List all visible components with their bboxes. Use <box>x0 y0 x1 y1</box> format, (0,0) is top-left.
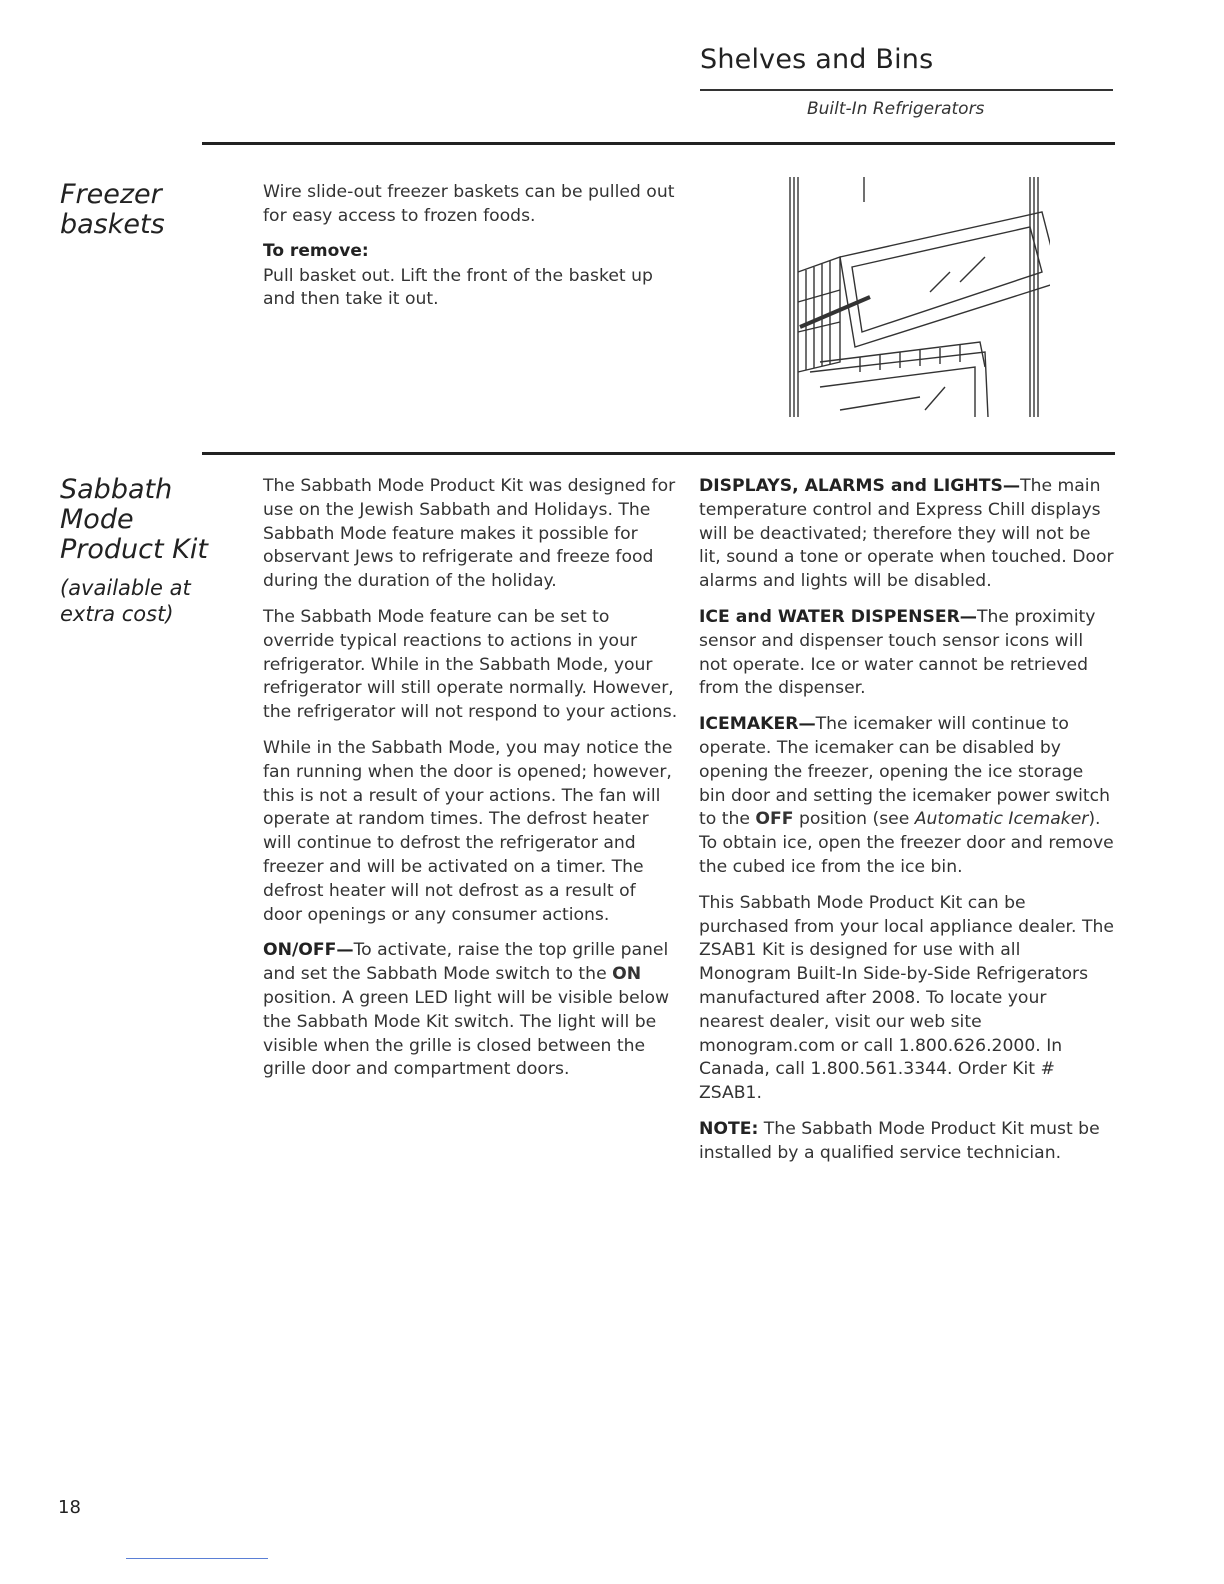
section-divider-middle <box>202 452 1115 455</box>
onoff-on-word: ON <box>612 964 642 985</box>
sabbath-title-line1: Sabbath <box>60 474 173 505</box>
icemaker-off-word: OFF <box>755 809 794 830</box>
freezer-text <box>263 181 675 324</box>
onoff-text-b: position. A green LED light will be visible below the Sabbath Mode Kit switch. The light will be visible when the grille is closed between the grille door and compartment doors. <box>263 987 670 1080</box>
footer-line <box>126 1558 268 1559</box>
sabbath-title-line3: Product Kit <box>60 534 208 565</box>
icemaker-text-b: position (see <box>793 809 915 830</box>
section-divider-top <box>202 142 1115 145</box>
note-lead: NOTE: <box>699 1118 759 1139</box>
freezer-remove-text: Pull basket out. Lift the front of the basket up and then take it out. <box>263 265 653 310</box>
freezer-title-line1: Freezer <box>60 179 162 210</box>
onoff-text-a: To activate, raise the top grille panel and set the Sabbath Mode switch to the <box>263 940 669 985</box>
note-text: The Sabbath Mode Product Kit must be installed by a qualified service technician. <box>699 1118 1100 1163</box>
to-remove-label: To remove: <box>263 240 369 261</box>
dispenser-lead: ICE and WATER DISPENSER— <box>699 606 977 627</box>
onoff-lead: ON/OFF— <box>263 940 354 961</box>
page-section-title: Shelves and Bins <box>700 44 934 75</box>
icemaker-reference: Automatic Icemaker <box>914 809 1089 830</box>
sabbath-paragraph-2: The Sabbath Mode feature can be set to override typical reactions to actions in your refrigerator. While in the Sabbath Mode, your refrigerator will still operate normally. However, the refrigerator will not respond to your actions. <box>263 606 678 723</box>
page-number: 18 <box>58 1497 81 1518</box>
purchase-paragraph: This Sabbath Mode Product Kit can be purchased from your local appliance dealer. The ZSAB1 Kit is designed for use with all Monogram Built-In Side-by-Side Refrigerators manufactured after 2008. To locate your nearest dealer, visit our web site monogram.com or call 1.800.626.2000. In Canada, call 1.800.561.3344. Order Kit # ZSAB1. <box>699 892 1114 1104</box>
icemaker-lead: ICEMAKER— <box>699 714 816 735</box>
page-section-subtitle: Built-In Refrigerators <box>807 99 985 119</box>
sabbath-paragraph-1: The Sabbath Mode Product Kit was designed for use on the Jewish Sabbath and Holidays. The Sabbath Mode feature makes it possible for observant Jews to refrigerate and freeze food during the duration of the holiday. <box>263 476 676 592</box>
sabbath-section-heading <box>60 475 208 627</box>
header-rule <box>700 89 1113 91</box>
onoff-paragraph <box>263 939 679 1082</box>
freezer-section-heading <box>60 180 165 240</box>
displays-paragraph <box>699 475 1115 594</box>
icemaker-text-a: The icemaker will continue to operate. The icemaker can be disabled by opening the freezer, opening the ice storage bin door and setting the icemaker power switch to the <box>699 714 1111 830</box>
freezer-basket-illustration <box>780 172 1050 422</box>
displays-lead: DISPLAYS, ALARMS and LIGHTS— <box>699 476 1021 496</box>
icemaker-paragraph <box>699 713 1115 880</box>
sabbath-subtitle-line1: (available at <box>60 576 191 600</box>
note-paragraph <box>699 1118 1115 1166</box>
sabbath-column-right <box>699 475 1115 1178</box>
freezer-intro: Wire slide-out freezer baskets can be pulled out for easy access to frozen foods. <box>263 182 675 226</box>
icemaker-text-c: ). To obtain ice, open the freezer door and remove the cubed ice from the ice bin. <box>699 809 1114 877</box>
sabbath-title-line2: Mode <box>60 504 134 535</box>
sabbath-subtitle-line2: extra cost) <box>60 602 174 626</box>
sabbath-paragraph-3: While in the Sabbath Mode, you may notice the fan running when the door is opened; however, this is not a result of your actions. The fan will operate at random times. The defrost heater will continue to defrost the refrigerator and freezer and will be activated on a timer. The defrost heater will not defrost as a result of door openings or any consumer actions. <box>263 737 673 925</box>
sabbath-column-left <box>263 475 679 1094</box>
freezer-title-line2: baskets <box>60 209 165 240</box>
displays-text: The main temperature control and Express Chill displays will be deactivated; therefore they will not be lit, sound a tone or operate when touched. Door alarms and lights will be disabled. <box>699 476 1114 592</box>
dispenser-paragraph <box>699 606 1115 701</box>
dispenser-text: The proximity sensor and dispenser touch sensor icons will not operate. Ice or water cannot be retrieved from the dispenser. <box>699 606 1096 699</box>
